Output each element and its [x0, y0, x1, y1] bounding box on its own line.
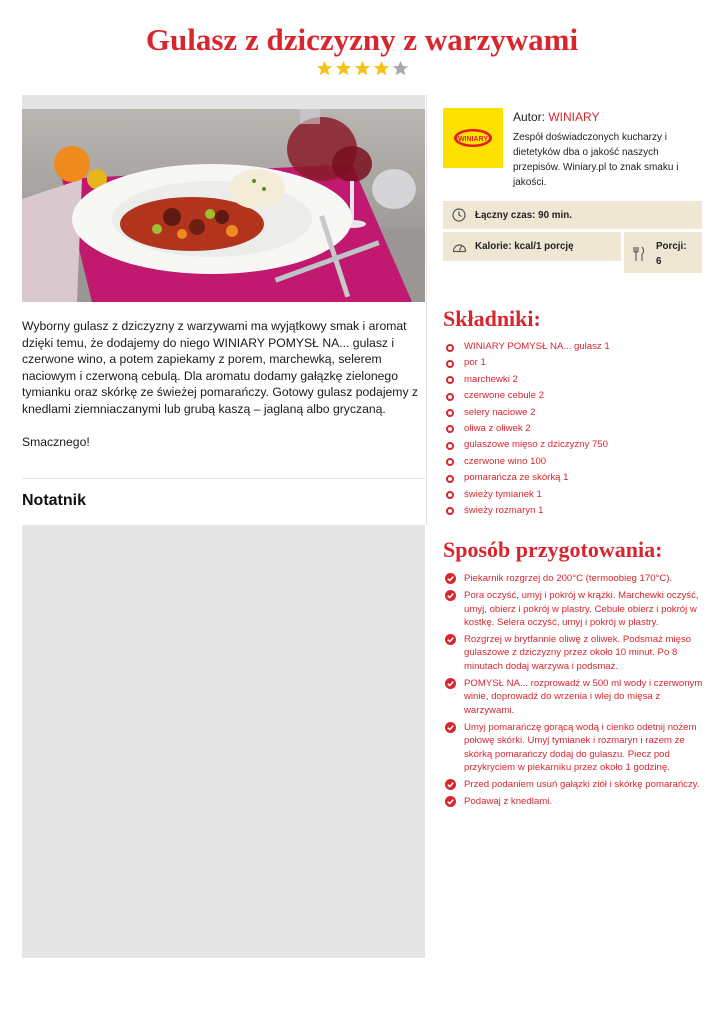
ingredients-list: [443, 339, 703, 519]
bullet-circle-icon: [446, 393, 454, 401]
recipe-photo: [22, 95, 425, 302]
clock-icon: [452, 208, 466, 222]
bullet-circle-icon: [446, 507, 454, 515]
check-circle-icon: [445, 678, 456, 689]
ingredient-item[interactable]: [443, 487, 703, 503]
ingredient-item[interactable]: [443, 470, 703, 486]
total-time-box: [443, 201, 702, 229]
preparation-step[interactable]: [443, 572, 705, 585]
divider: [22, 478, 425, 479]
preparation-step[interactable]: [443, 795, 705, 808]
preparation-title: Sposób przygotowania:: [443, 537, 663, 562]
bullet-circle-icon: [446, 458, 454, 466]
winiary-logo-text: WINIARY: [457, 135, 489, 143]
author-label: Autor: WINIARY: [513, 110, 600, 124]
step-text: Pora oczyść, umyj i pokrój w krążki. Marchewki oczyść, umyj, obierz i pokrój w plastry. Cebule obierz i pokrój w kostkę. Selera oczyść, umyj i pokrój w plastry.: [464, 590, 699, 628]
winiary-logo-icon: [453, 128, 493, 148]
step-text: Piekarnik rozgrzej do 200°C (termoobieg 170°C).: [464, 573, 673, 584]
rating-stars[interactable]: [0, 60, 724, 77]
bullet-circle-icon: [446, 360, 454, 368]
portions-box: [624, 232, 702, 273]
check-circle-icon: [445, 796, 456, 807]
bullet-circle-icon: [446, 376, 454, 384]
ingredient-label: por 1: [464, 357, 486, 369]
ingredient-item[interactable]: [443, 421, 703, 437]
star-icon[interactable]: [316, 60, 333, 77]
calories-box: [443, 232, 621, 261]
bullet-circle-icon: [446, 425, 454, 433]
check-circle-icon: [445, 779, 456, 790]
bullet-circle-icon: [446, 491, 454, 499]
notes-title: Notatnik: [22, 492, 86, 509]
ingredient-label: świeży rozmaryn 1: [464, 504, 544, 516]
column-divider: [426, 95, 427, 525]
ingredient-label: świeży tymianek 1: [464, 488, 542, 500]
ingredient-label: oliwa z oliwek 2: [464, 422, 531, 434]
portions-label: Porcji:: [656, 241, 687, 252]
step-text: Umyj pomarańczę gorącą wodą i cienko odetnij nożem połowę skórki. Umyj tymianek i rozmaryn i razem ze skórką pomarańczy dodaj do gulaszu. Piecz pod przykryciem w piekarniku przez około 1 godzinę.: [464, 721, 697, 773]
preparation-step[interactable]: [443, 633, 705, 673]
ingredient-item[interactable]: [443, 437, 703, 453]
check-circle-icon: [445, 634, 456, 645]
preparation-step[interactable]: [443, 589, 705, 629]
ingredient-item[interactable]: [443, 388, 703, 404]
ingredient-item[interactable]: [443, 405, 703, 421]
bullet-circle-icon: [446, 409, 454, 417]
recipe-title: Gulasz z dziczyzny z warzywami: [145, 22, 579, 57]
author-link[interactable]: WINIARY: [548, 110, 600, 124]
step-text: Podawaj z knedlami.: [464, 796, 552, 808]
bullet-circle-icon: [446, 344, 454, 352]
ingredient-label: marchewki 2: [464, 373, 518, 385]
ingredient-item[interactable]: [443, 355, 703, 371]
ingredient-label: pomarańcza ze skórką 1: [464, 472, 569, 484]
step-text: Rozgrzej w brytfannie oliwę z oliwek. Podsmaż mięso gulaszowe z dziczyzny przez około 10 minut. Po 8 minutach dodaj warzywa i podsmaż.: [464, 634, 692, 672]
ingredient-label: WINIARY POMYSŁ NA... gulasz 1: [464, 341, 610, 352]
preparation-step[interactable]: [443, 778, 705, 791]
ingredients-title: Składniki:: [443, 306, 541, 331]
gauge-icon: [452, 240, 467, 253]
description-paragraph: Wyborny gulasz z dziczyzny z warzywami ma wyjątkowy smak i aromat dzięki temu, że dodajemy do niego WINIARY POMYSŁ NA... gulasz i czerwone wino, a potem zapiekamy z porem, marchewką, selerem naciowym i czerwoną cebulą. Dla aromatu dodamy gałązkę zielonego tymianku oraz skórkę ze świeżej pomarańczy. Gotowy gulasz podajemy z knedlami ziemniaczanymi lub grubą kaszą – jaglaną albo gryczaną.: [22, 319, 419, 416]
star-icon[interactable]: [373, 60, 390, 77]
notes-area[interactable]: [22, 525, 425, 958]
ingredient-item[interactable]: [443, 454, 703, 470]
check-circle-icon: [445, 722, 456, 733]
goulash-dish-illustration: [22, 109, 425, 302]
step-text: POMYSŁ NA... rozprowadź w 500 ml wody i czerwonym winie, doprowadź do wrzenia i wlej do mięsa z warzywami.: [464, 678, 703, 716]
preparation-step[interactable]: [443, 677, 705, 717]
winiary-logo: [443, 108, 503, 168]
cutlery-icon: [632, 246, 645, 262]
check-circle-icon: [445, 590, 456, 601]
portions-value: 6: [656, 256, 662, 267]
ingredient-item[interactable]: [443, 339, 703, 355]
check-circle-icon: [445, 573, 456, 584]
step-text: Przed podaniem usuń gałązki ziół i skórkę pomarańczy.: [464, 779, 700, 791]
bullet-circle-icon: [446, 475, 454, 483]
description-closing: Smacznego!: [22, 434, 90, 449]
ingredient-label: gulaszowe mięso z dziczyzny 750: [464, 439, 608, 451]
total-time: Łączny czas: 90 min.: [475, 210, 572, 221]
ingredient-label: selery naciowe 2: [464, 406, 536, 418]
author-description: Zespół doświadczonych kucharzy i dietetyków dba o jakość naszych przepisów. Winiary.pl to znak smaku i jakości.: [513, 132, 679, 188]
star-empty-icon[interactable]: [392, 60, 409, 77]
bullet-circle-icon: [446, 442, 454, 450]
calories: Kalorie: kcal/1 porcję: [475, 241, 574, 252]
ingredient-label: czerwone wino 100: [464, 455, 547, 467]
ingredient-item[interactable]: [443, 503, 703, 519]
star-icon[interactable]: [335, 60, 352, 77]
recipe-description: [22, 318, 425, 478]
preparation-steps: [443, 572, 705, 813]
ingredient-item[interactable]: [443, 372, 703, 388]
preparation-step[interactable]: [443, 721, 705, 774]
ingredient-label: czerwone cebule 2: [464, 390, 544, 402]
star-icon[interactable]: [354, 60, 371, 77]
